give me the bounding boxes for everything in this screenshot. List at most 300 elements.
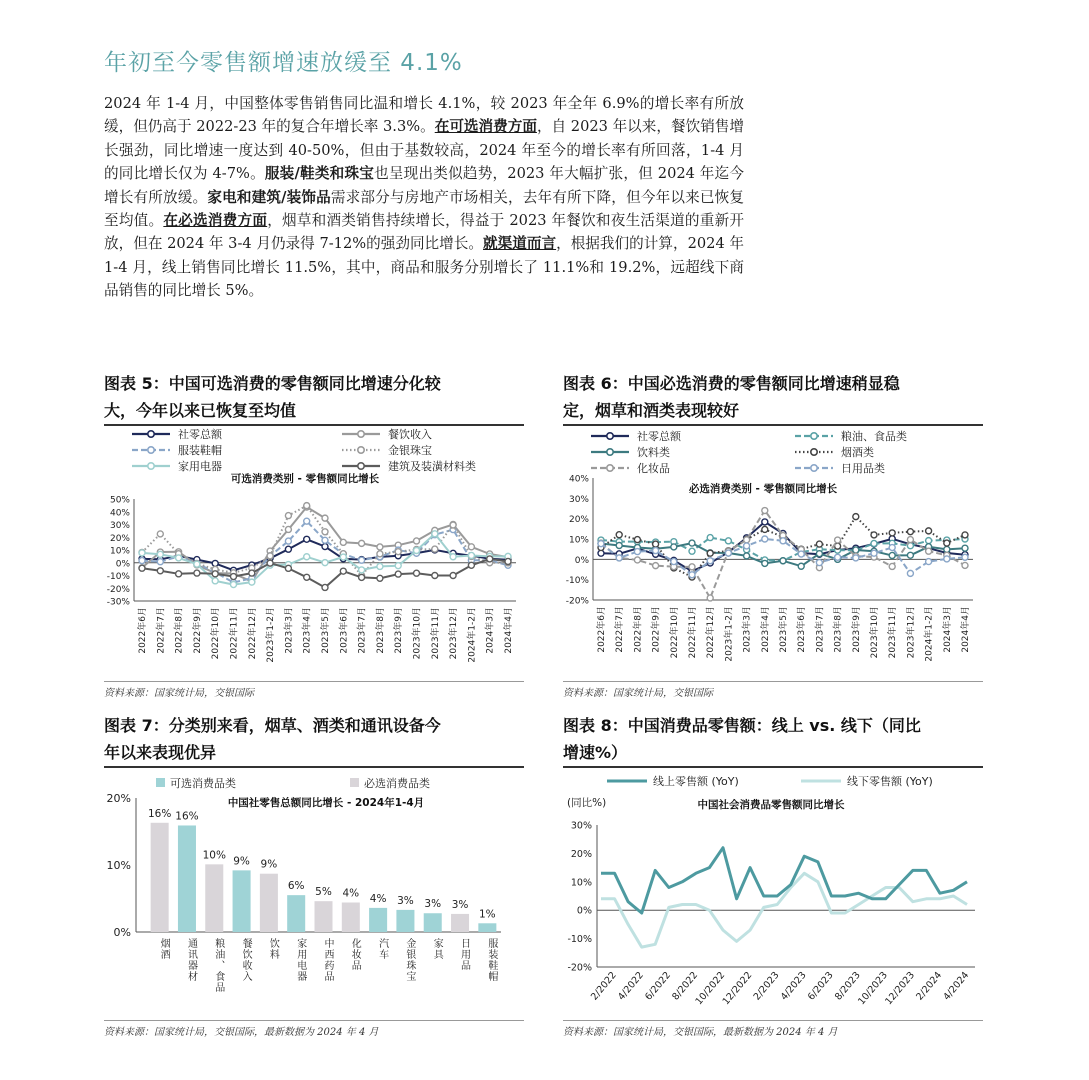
data-point: [267, 553, 273, 559]
data-point: [798, 563, 804, 569]
page-title: 年初至今零售额增速放缓至 4.1%: [104, 50, 463, 76]
data-point: [889, 530, 895, 536]
x-tick-label: 2023年12月: [906, 606, 917, 659]
data-point: [176, 571, 182, 577]
data-point: [762, 560, 768, 566]
y-tick-label: 0%: [113, 926, 131, 939]
chart-title: 可选消费类别 - 零售额同比增长: [230, 473, 380, 485]
x-tick-label: 化妆品: [349, 938, 361, 971]
data-point: [707, 535, 713, 541]
x-tick-label: 6/2022: [643, 969, 674, 1003]
x-tick-label: 4/2024: [941, 969, 972, 1003]
data-point: [944, 546, 950, 552]
x-tick-label: 金银珠宝: [403, 938, 415, 982]
data-point: [780, 558, 786, 564]
figure-7-source: 资料来源：国家统计局，交银国际，最新数据为 2024 年 4 月: [104, 1027, 379, 1038]
data-point: [468, 544, 474, 550]
data-point: [853, 547, 859, 553]
bar-value-label: 9%: [260, 858, 278, 871]
data-point: [377, 575, 383, 581]
x-tick-label: 2022年9月: [651, 606, 662, 653]
x-tick-label: 2022年12月: [706, 606, 717, 659]
data-point: [926, 559, 932, 565]
paragraph-text: 也呈现出类似趋势，2023 年大幅扩张，但 2024 年迄今增长有所放缓。: [104, 165, 744, 206]
bar-value-label: 1%: [479, 908, 496, 921]
x-tick-label: 2023年9月: [851, 606, 862, 653]
y-tick-label: -20%: [567, 962, 592, 974]
data-point: [689, 540, 695, 546]
x-tick-label: 2023年7月: [357, 607, 368, 654]
data-point: [414, 570, 420, 576]
y-tick-label: 0%: [115, 559, 130, 570]
x-tick-label: 2023年12月: [449, 607, 460, 660]
y-tick-label: 10%: [568, 535, 589, 546]
bar: [233, 870, 251, 932]
data-point: [450, 522, 456, 528]
figure-7-title-line2: 年以来表现优异: [104, 743, 217, 762]
x-tick-label: 4/2023: [778, 969, 809, 1003]
bar: [451, 914, 469, 932]
legend-label: 粮油、食品类: [841, 430, 907, 443]
data-point: [634, 557, 640, 563]
data-point: [926, 538, 932, 544]
data-point: [322, 584, 328, 590]
legend-label: 社零总额: [637, 430, 681, 443]
body-paragraph: [104, 92, 744, 303]
data-point: [762, 526, 768, 532]
x-tick-label: 2022年8月: [174, 607, 185, 654]
data-point: [907, 552, 913, 558]
bar-value-label: 10%: [202, 849, 226, 862]
data-point: [835, 554, 841, 560]
x-tick-label: 8/2022: [670, 969, 701, 1003]
data-point: [762, 508, 768, 514]
data-point: [340, 539, 346, 545]
data-point: [377, 544, 383, 550]
x-tick-label: 2/2022: [588, 969, 619, 1003]
paragraph-emphasis: 就渠道而言: [483, 235, 557, 253]
data-point: [962, 532, 968, 538]
bar: [287, 895, 305, 932]
data-point: [907, 537, 913, 543]
y-tick-label: -30%: [106, 597, 130, 608]
data-point: [267, 560, 273, 566]
y-tick-label: 20%: [106, 792, 131, 805]
legend-label: 饮料类: [637, 446, 670, 459]
figure-6-chart: [563, 426, 983, 682]
legend-swatch-marker: [148, 431, 154, 437]
data-point: [962, 554, 968, 560]
y-tick-label: 40%: [568, 474, 589, 485]
figure-5-title: [104, 370, 441, 424]
x-tick-label: 8/2023: [832, 969, 863, 1003]
bar-value-label: 3%: [451, 898, 469, 911]
figure-8-bottom-rule: [563, 1020, 983, 1021]
data-point: [689, 572, 695, 578]
legend-swatch-marker: [607, 433, 613, 439]
legend-swatch-marker: [358, 447, 364, 453]
legend-label: 服装鞋帽: [178, 444, 222, 457]
x-tick-label: 2024年4月: [961, 606, 971, 653]
legend-label: 餐饮收入: [388, 428, 432, 441]
legend-swatch-marker: [811, 433, 817, 439]
series-line: [601, 848, 967, 913]
y-tick-label: 10%: [109, 546, 130, 557]
y-tick-label: 30%: [568, 494, 589, 505]
data-point: [377, 563, 383, 569]
paragraph-bold: 家电和建筑/装饰品: [207, 188, 331, 206]
data-point: [889, 563, 895, 569]
data-point: [653, 548, 659, 554]
figure-6-title: [563, 370, 900, 424]
figure-6-title-line1: 图表 6：中国必选消费的零售额同比增速稍显稳: [563, 374, 900, 393]
data-point: [962, 562, 968, 568]
figure-5-chart: [104, 426, 524, 682]
figure-7-title-line1: 图表 7：分类别来看，烟草、酒类和通讯设备今: [104, 716, 441, 735]
data-point: [340, 568, 346, 574]
data-point: [304, 503, 310, 509]
data-point: [871, 532, 877, 538]
data-point: [816, 551, 822, 557]
x-tick-label: 10/2022: [693, 969, 728, 1008]
x-tick-label: 餐饮收入: [240, 938, 252, 982]
legend-label: 金银珠宝: [388, 444, 432, 457]
y-axis-label: (同比%): [567, 797, 607, 809]
data-point: [395, 549, 401, 555]
bar: [424, 913, 442, 932]
legend-swatch-marker: [358, 463, 364, 469]
data-point: [926, 528, 932, 534]
x-tick-label: 2022年7月: [156, 607, 167, 654]
data-point: [468, 562, 474, 568]
bar-value-label: 9%: [233, 855, 250, 868]
data-point: [616, 543, 622, 549]
data-point: [689, 548, 695, 554]
x-tick-label: 2023年5月: [321, 607, 331, 654]
x-tick-label: 2023年6月: [339, 607, 350, 654]
data-point: [231, 582, 237, 588]
x-tick-label: 2024年3月: [485, 607, 496, 654]
legend-swatch-marker: [148, 447, 154, 453]
bar-value-label: 4%: [342, 887, 360, 900]
data-point: [689, 564, 695, 570]
bar-value-label: 6%: [287, 880, 305, 893]
figure-6-source: 资料来源：国家统计局，交银国际: [563, 688, 713, 699]
x-tick-label: 日用品: [458, 938, 470, 971]
data-point: [725, 550, 731, 556]
legend-label: 家用电器: [178, 460, 222, 473]
y-tick-label: 20%: [109, 533, 130, 544]
x-tick-label: 2023年10月: [412, 607, 423, 660]
x-tick-label: 2023年3月: [742, 606, 753, 653]
x-tick-label: 2022年6月: [138, 607, 148, 654]
data-point: [249, 570, 255, 576]
data-point: [414, 538, 420, 544]
x-tick-label: 2023年8月: [375, 607, 386, 654]
bar-value-label: 16%: [175, 810, 199, 823]
data-point: [432, 573, 438, 579]
data-point: [450, 554, 456, 560]
figure-5-bottom-rule: [104, 681, 524, 682]
data-point: [212, 571, 218, 577]
data-point: [176, 555, 182, 561]
data-point: [616, 555, 622, 561]
y-tick-label: 10%: [570, 877, 592, 889]
figure-5-source: 资料来源：国家统计局，交银国际: [104, 688, 254, 699]
data-point: [432, 531, 438, 537]
legend-swatch-marker: [811, 449, 817, 455]
data-point: [395, 571, 401, 577]
figure-6-title-line2: 定，烟草和酒类表现较好: [563, 401, 740, 420]
x-tick-label: 服装鞋帽: [485, 938, 497, 982]
data-point: [304, 574, 310, 580]
y-tick-label: 50%: [109, 495, 130, 506]
data-point: [725, 538, 731, 544]
legend-label: 建筑及装潢材料类: [388, 460, 476, 473]
figure-8-chart: [563, 768, 983, 1018]
data-point: [285, 565, 291, 571]
y-tick-label: -20%: [565, 596, 589, 607]
data-point: [304, 554, 310, 560]
x-tick-label: 2023年5月: [779, 606, 789, 653]
x-tick-label: 2022年11月: [229, 607, 240, 660]
bar: [396, 910, 414, 932]
data-point: [285, 538, 291, 544]
x-tick-label: 2023年11月: [430, 607, 441, 660]
data-point: [157, 559, 163, 565]
x-tick-label: 2022年6月: [597, 606, 607, 653]
data-point: [139, 565, 145, 571]
paragraph-text: ，根据我们的计算，2024 年 1-4 月，线上销售同比增长 11.5%，其中，商品和服务分别增长了 11.1%和 19.2%，远超线下商品销售的同比增长 5%。: [104, 235, 744, 300]
legend-label: 社零总额: [178, 428, 222, 441]
legend-label: 日用品类: [841, 462, 885, 475]
data-point: [359, 574, 365, 580]
data-point: [616, 532, 622, 538]
data-point: [139, 558, 145, 564]
paragraph-text: ，烟草和酒类销售持续增长，得益于 2023 年餐饮和夜生活渠道的重新开放，但在 2024 年 3-4 月仍录得 7-12%的强劲同比增长。: [104, 212, 744, 253]
data-point: [468, 552, 474, 558]
x-tick-label: 2024年1-2月: [924, 606, 935, 662]
figure-8-title-line1: 图表 8：中国消费品零售额：线上 vs. 线下（同比: [563, 716, 921, 735]
data-point: [322, 560, 328, 566]
data-point: [157, 531, 163, 537]
data-point: [707, 595, 713, 601]
chart-title: 中国社会消费品零售额同比增长: [697, 799, 845, 811]
paragraph-text: 需求部分与房地产市场相关，去年有所下降，但今年以来已恢复至均值。: [104, 188, 744, 230]
bar-value-label: 16%: [147, 807, 172, 820]
figure-6-bottom-rule: [563, 681, 983, 682]
x-tick-label: 2023年4月: [760, 606, 771, 653]
data-point: [671, 544, 677, 550]
x-tick-label: 2024年4月: [504, 607, 514, 654]
x-tick-label: 烟酒: [158, 938, 170, 960]
figure-7-chart: [104, 768, 524, 1018]
data-point: [762, 519, 768, 525]
data-point: [707, 550, 713, 556]
legend-label: 可选消费品类: [170, 777, 236, 790]
data-point: [634, 549, 640, 555]
data-point: [304, 536, 310, 542]
data-point: [450, 573, 456, 579]
data-point: [907, 570, 913, 576]
x-tick-label: 2023年10月: [870, 606, 880, 659]
data-point: [871, 540, 877, 546]
data-point: [505, 558, 511, 564]
data-point: [889, 552, 895, 558]
x-tick-label: 12/2023: [883, 969, 918, 1008]
data-point: [744, 553, 750, 559]
data-point: [395, 563, 401, 569]
data-point: [907, 529, 913, 535]
bar: [369, 908, 387, 932]
data-point: [157, 568, 163, 574]
chart-title: 必选消费类别 - 零售额同比增长: [688, 483, 838, 495]
bar-value-label: 3%: [424, 898, 442, 911]
x-tick-label: 2023年3月: [284, 607, 295, 654]
y-tick-label: 40%: [109, 508, 130, 519]
x-tick-label: 汽车: [376, 938, 388, 960]
data-point: [653, 541, 659, 547]
legend-swatch-marker: [607, 449, 613, 455]
data-point: [432, 546, 438, 552]
data-point: [359, 567, 365, 573]
bar: [260, 874, 278, 932]
paragraph-bold: 服装/鞋类和珠宝: [264, 165, 375, 183]
data-point: [194, 561, 200, 567]
data-point: [285, 546, 291, 552]
data-point: [212, 578, 218, 584]
legend-label: 烟酒类: [841, 446, 874, 459]
x-tick-label: 2/2023: [751, 969, 782, 1003]
data-point: [359, 557, 365, 563]
legend-swatch-marker: [607, 465, 613, 471]
legend-label: 线下零售额 (YoY): [847, 775, 933, 788]
figure-7-bottom-rule: [104, 1020, 524, 1021]
x-tick-label: 2024年3月: [942, 606, 953, 653]
data-point: [889, 545, 895, 551]
legend-swatch-marker: [358, 431, 364, 437]
data-point: [944, 540, 950, 546]
bar: [314, 901, 332, 932]
y-tick-label: -10%: [567, 934, 592, 946]
x-tick-label: 2022年7月: [615, 606, 626, 653]
x-tick-label: 2/2024: [914, 969, 945, 1003]
data-point: [322, 544, 328, 550]
x-tick-label: 2023年4月: [302, 607, 313, 654]
data-point: [487, 556, 493, 562]
figure-8-source: 资料来源：国家统计局，交银国际，最新数据为 2024 年 4 月: [563, 1027, 838, 1038]
data-point: [926, 548, 932, 554]
data-point: [212, 560, 218, 566]
legend-label: 化妆品: [637, 462, 670, 475]
x-tick-label: 12/2022: [720, 969, 755, 1008]
data-point: [359, 540, 365, 546]
bar: [178, 825, 196, 932]
x-tick-label: 2023年6月: [797, 606, 808, 653]
x-tick-label: 饮料: [267, 938, 279, 960]
data-point: [780, 538, 786, 544]
legend-label: 线上零售额 (YoY): [653, 775, 739, 788]
paragraph-emphasis: 在必选消费方面: [163, 212, 268, 230]
data-point: [304, 518, 310, 524]
data-point: [285, 526, 291, 532]
y-tick-label: -10%: [106, 572, 130, 582]
x-tick-label: 家用电器: [294, 938, 306, 982]
x-tick-label: 通讯器材: [185, 938, 197, 982]
x-tick-label: 4/2022: [616, 969, 646, 1003]
data-point: [835, 537, 841, 543]
data-point: [194, 570, 200, 576]
y-tick-label: -10%: [565, 576, 589, 587]
y-tick-label: 30%: [109, 521, 130, 531]
data-point: [285, 513, 291, 519]
data-point: [744, 537, 750, 543]
y-tick-label: -20%: [106, 584, 130, 595]
x-tick-label: 2023年8月: [833, 606, 844, 653]
x-tick-label: 2023年1-2月: [266, 607, 277, 663]
y-tick-label: 20%: [568, 515, 589, 526]
data-point: [322, 537, 328, 543]
paragraph-text: ，自 2023 年以来，餐饮销售增长强劲，同比增速一度达到 40-50%，但由于基数较高，2024 年至今的增长率有所回落，1-4 月的同比增长仅为 4-7%。: [104, 118, 744, 183]
chart-title: 中国社零售总额同比增长 - 2024年1-4月: [227, 797, 425, 809]
legend-swatch: [156, 778, 165, 787]
data-point: [853, 555, 859, 561]
x-tick-label: 2022年9月: [192, 607, 203, 654]
figure-5-title-line2: 大，今年以来已恢复至均值: [104, 401, 297, 420]
y-tick-label: 0%: [576, 905, 592, 917]
data-point: [322, 515, 328, 521]
data-point: [707, 558, 713, 564]
data-point: [816, 560, 822, 566]
data-point: [944, 556, 950, 562]
data-point: [816, 541, 822, 547]
data-point: [139, 550, 145, 556]
data-point: [249, 579, 255, 585]
data-point: [322, 529, 328, 535]
data-point: [377, 551, 383, 557]
x-tick-label: 2023年7月: [815, 606, 826, 653]
legend-swatch: [350, 778, 359, 787]
legend-swatch-marker: [148, 463, 154, 469]
data-point: [671, 559, 677, 565]
x-tick-label: 2022年10月: [669, 606, 680, 659]
data-point: [653, 563, 659, 569]
x-tick-label: 2023年1-2月: [724, 606, 735, 662]
data-point: [231, 574, 237, 580]
bar: [478, 923, 496, 932]
data-point: [798, 551, 804, 557]
legend-swatch-marker: [811, 465, 817, 471]
data-point: [340, 554, 346, 560]
y-tick-label: 30%: [570, 820, 592, 832]
data-point: [157, 551, 163, 557]
data-point: [744, 543, 750, 549]
figure-8-title: [563, 712, 921, 766]
figure-8-title-line2: 增速%）: [563, 743, 628, 762]
bar: [205, 864, 223, 932]
paragraph-emphasis: 在可选消费方面: [434, 118, 537, 136]
x-tick-label: 2022年12月: [247, 607, 258, 660]
bar-value-label: 5%: [315, 886, 332, 899]
x-tick-label: 2022年11月: [688, 606, 698, 659]
bar-value-label: 4%: [369, 892, 387, 905]
x-tick-label: 2022年8月: [633, 606, 644, 653]
y-tick-label: 10%: [106, 859, 131, 872]
bar: [342, 903, 360, 932]
data-point: [871, 550, 877, 556]
data-point: [598, 541, 604, 547]
x-tick-label: 2023年11月: [888, 606, 899, 659]
